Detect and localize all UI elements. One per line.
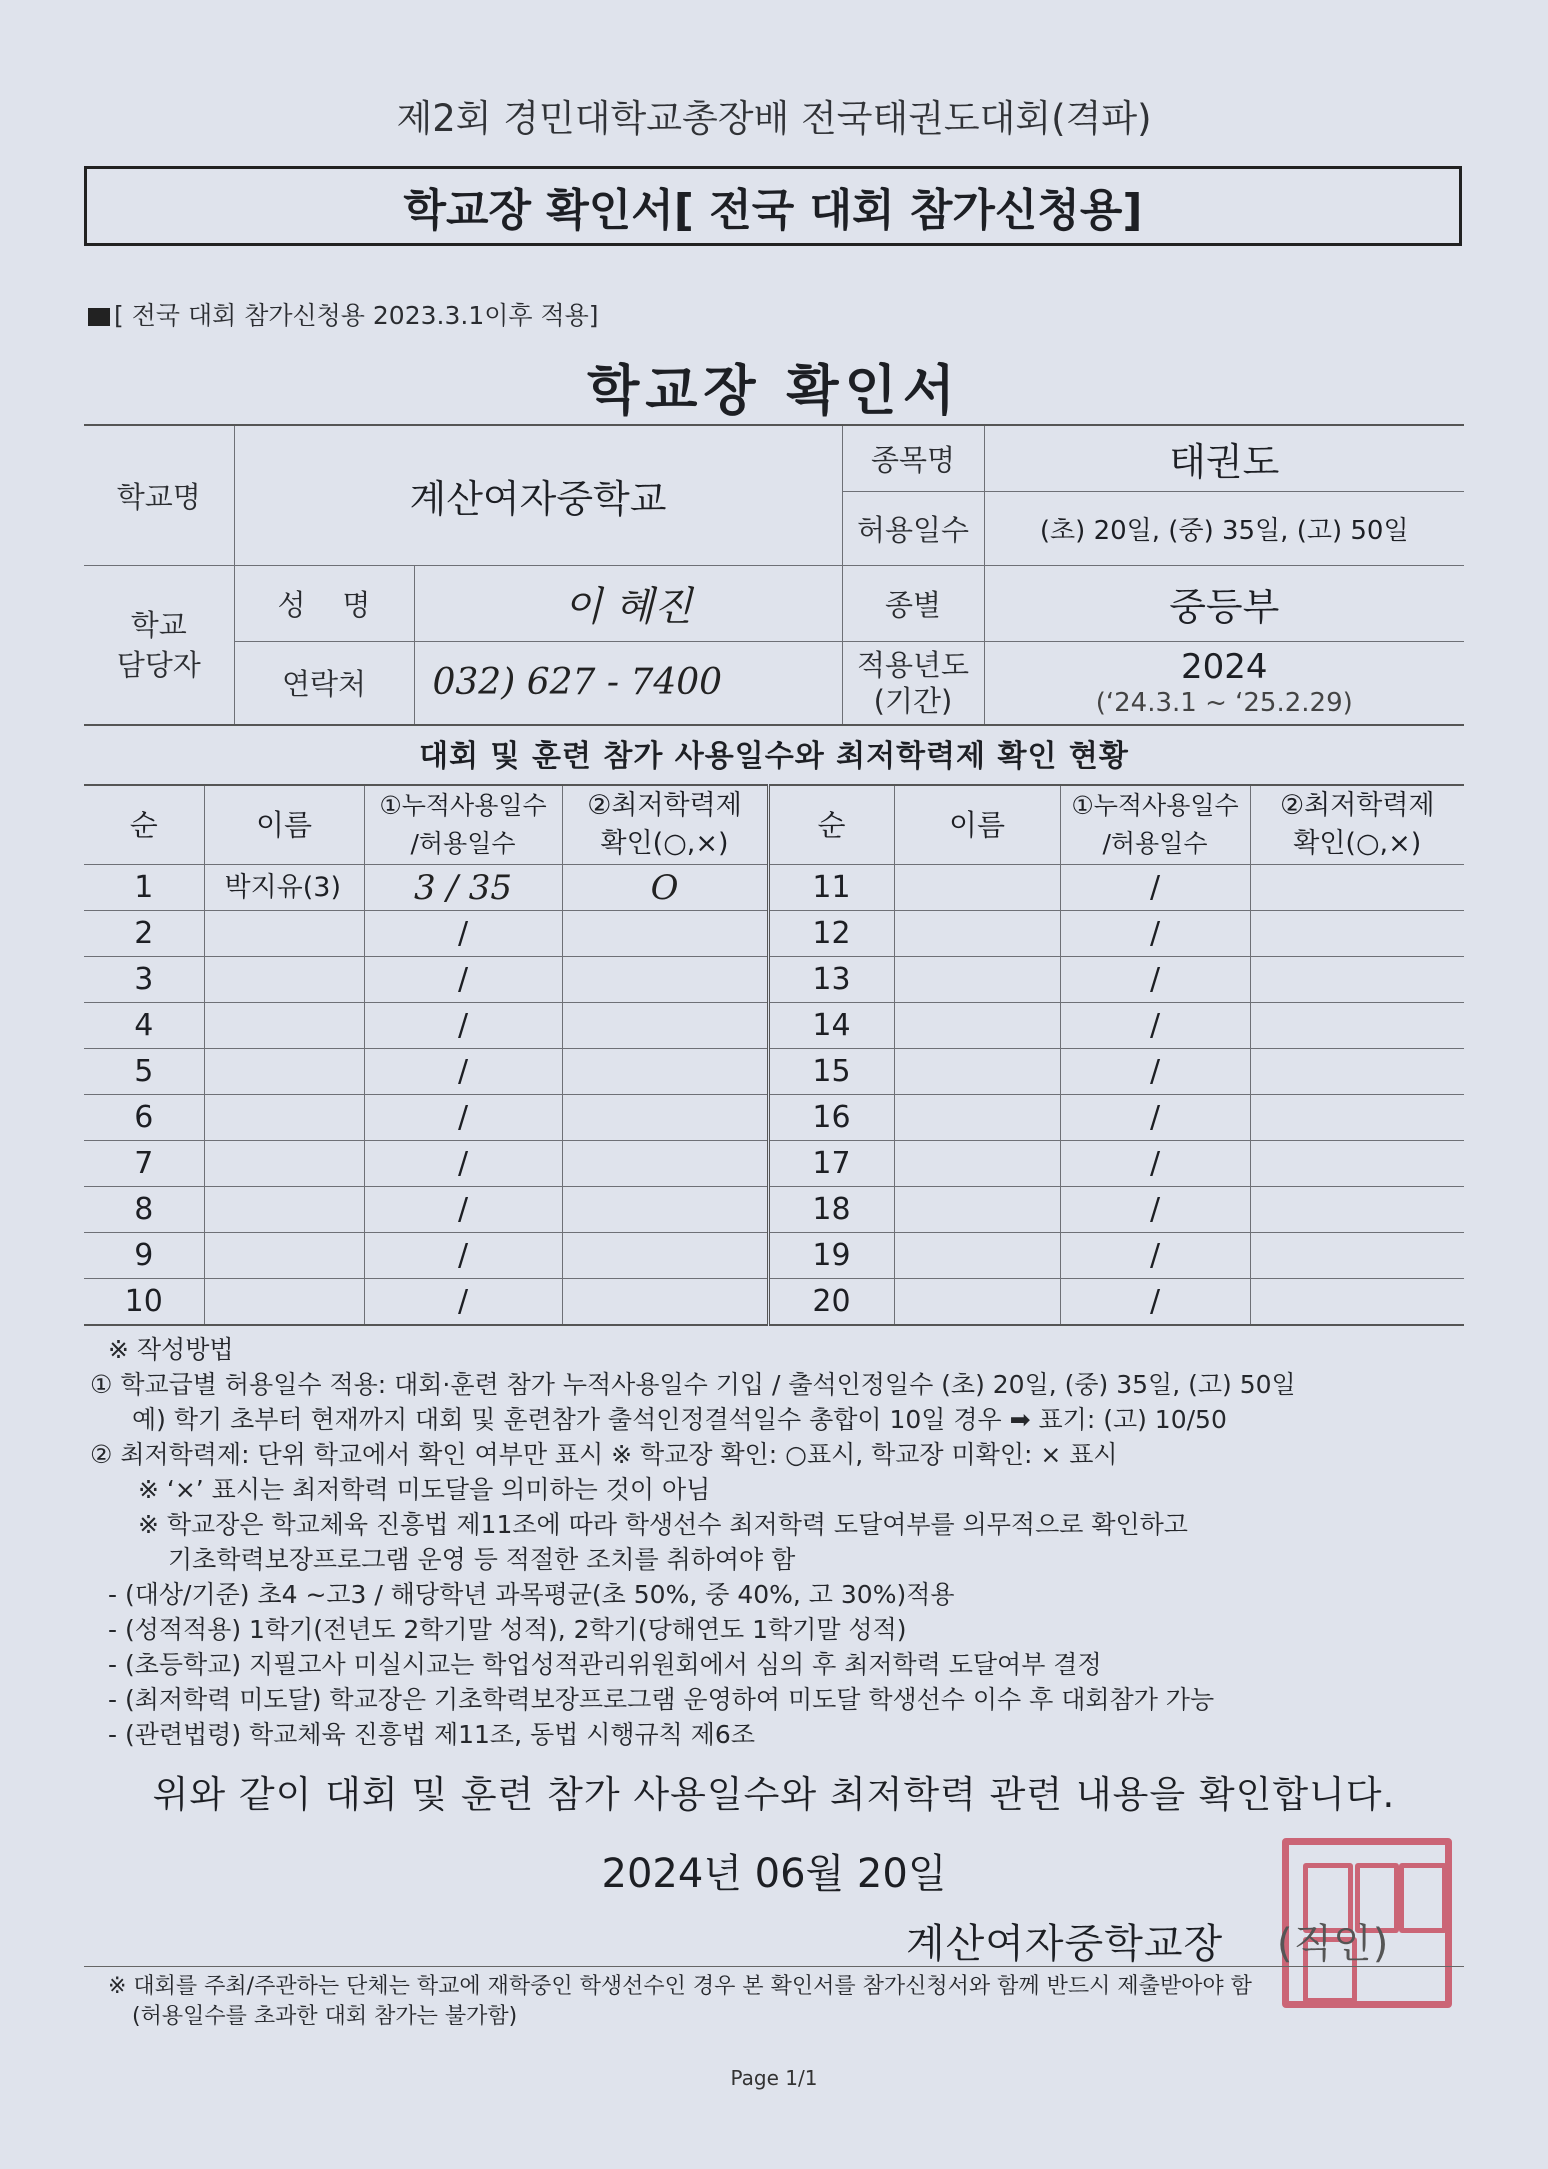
principal-title: 계산여자중학교장	[906, 1921, 1224, 1967]
row-academic-check	[562, 1233, 768, 1279]
sport-label: 종목명	[842, 425, 984, 491]
seal-label: (직인)	[1276, 1921, 1390, 1967]
principal-signature-line	[906, 1912, 1389, 1969]
row-days: /	[364, 957, 562, 1003]
row-name	[204, 1095, 364, 1141]
row-number: 20	[768, 1279, 894, 1326]
year-label: 적용년도 (기간)	[842, 641, 984, 725]
row-number: 18	[768, 1187, 894, 1233]
row-number: 10	[84, 1279, 204, 1326]
row-academic-check	[1250, 1095, 1464, 1141]
footer-line: ※ 대회를 주최/주관하는 단체는 학교에 재학중인 학생선수인 경우 본 확인서를 참가신청서와 함께 반드시 제출받아야 함	[108, 1974, 1252, 1999]
row-number: 15	[768, 1049, 894, 1095]
footer-divider	[84, 1966, 1464, 1967]
row-name	[894, 865, 1060, 911]
boxed-form-title: 학교장 확인서[ 전국 대회 참가신청용]	[84, 166, 1462, 246]
row-name	[204, 1141, 364, 1187]
instructions-heading: ※ 작성방법	[108, 1335, 234, 1364]
table-row	[84, 865, 1464, 911]
header-days: ①누적사용일수 /허용일수	[364, 785, 562, 865]
footer-note	[108, 1972, 1468, 2032]
row-academic-check	[562, 1095, 768, 1141]
row-number: 8	[84, 1187, 204, 1233]
allowed-days-label: 허용일수	[842, 491, 984, 565]
row-number: 2	[84, 911, 204, 957]
instruction-line: - (관련법령) 학교체육 진흥법 제11조, 동법 시행규칙 제6조	[108, 1720, 755, 1749]
row-academic-check	[1250, 1141, 1464, 1187]
row-name	[894, 957, 1060, 1003]
participants-rows	[84, 865, 1464, 1326]
row-name	[894, 1279, 1060, 1326]
form-note	[88, 296, 599, 332]
row-days: /	[1060, 1095, 1250, 1141]
header-days: ①누적사용일수 /허용일수	[1060, 785, 1250, 865]
table-row	[84, 1003, 1464, 1049]
row-number: 16	[768, 1095, 894, 1141]
instruction-line: 기초학력보장프로그램 운영 등 적절한 조치를 취하여야 함	[168, 1545, 796, 1574]
row-academic-check: O	[562, 865, 768, 911]
row-number: 5	[84, 1049, 204, 1095]
instruction-line: - (초등학교) 지필고사 미실시교는 학업성적관리위원회에서 심의 후 최저학력 도달여부 결정	[108, 1650, 1102, 1679]
sport-value: 태권도	[984, 425, 1464, 491]
row-name	[894, 1233, 1060, 1279]
row-name: 박지유(3)	[204, 865, 364, 911]
instruction-line: - (성적적용) 1학기(전년도 2학기말 성적), 2학기(당해연도 1학기말 성적)	[108, 1615, 907, 1644]
table-row	[84, 1095, 1464, 1141]
table-row	[84, 1279, 1464, 1326]
header-name: 이름	[894, 785, 1060, 865]
row-academic-check	[1250, 1003, 1464, 1049]
instruction-line: - (대상/기준) 초4 ~고3 / 해당학년 과목평균(초 50%, 중 40%, 고 30%)적용	[108, 1580, 955, 1609]
contact-phone-handwritten: 032) 627 - 7400	[414, 641, 842, 725]
row-academic-check	[562, 1141, 768, 1187]
header-academic: ②최저학력제 확인(○,×)	[1250, 785, 1464, 865]
table-row	[84, 1141, 1464, 1187]
issue-date: 2024년 06월 20일	[601, 1851, 947, 1897]
row-days: /	[364, 1187, 562, 1233]
confirmation-statement: 위와 같이 대회 및 훈련 참가 사용일수와 최저학력 관련 내용을 확인합니다.	[152, 1773, 1396, 1816]
row-number: 19	[768, 1233, 894, 1279]
row-days: /	[364, 1095, 562, 1141]
row-academic-check	[1250, 957, 1464, 1003]
row-academic-check	[562, 1049, 768, 1095]
table-row	[84, 1187, 1464, 1233]
row-days: /	[1060, 911, 1250, 957]
row-academic-check	[562, 1279, 768, 1326]
school-name-value: 계산여자중학교	[234, 425, 842, 565]
row-academic-check	[562, 957, 768, 1003]
row-days: /	[364, 1233, 562, 1279]
row-number: 14	[768, 1003, 894, 1049]
row-days: /	[364, 1279, 562, 1326]
row-academic-check	[1250, 1187, 1464, 1233]
row-name	[204, 911, 364, 957]
square-bullet-icon	[88, 308, 110, 326]
row-number: 4	[84, 1003, 204, 1049]
row-name	[204, 1003, 364, 1049]
table-row	[84, 1233, 1464, 1279]
division-value: 중등부	[984, 565, 1464, 641]
row-days: /	[1060, 1233, 1250, 1279]
table-row	[84, 911, 1464, 957]
instruction-line: ※ ‘×’ 표시는 최저학력 미도달을 의미하는 것이 아님	[138, 1475, 711, 1504]
table-row	[84, 1049, 1464, 1095]
header-no: 순	[84, 785, 204, 865]
page-number: Page 1/1	[730, 2066, 818, 2090]
header-academic: ②최저학력제 확인(○,×)	[562, 785, 768, 865]
contact-person-label: 학교 담당자	[84, 565, 234, 725]
header-name: 이름	[204, 785, 364, 865]
row-number: 6	[84, 1095, 204, 1141]
row-academic-check	[562, 1187, 768, 1233]
row-days: /	[1060, 1279, 1250, 1326]
phone-label: 연락처	[234, 641, 414, 725]
row-name	[894, 1187, 1060, 1233]
instruction-line: ② 최저학력제: 단위 학교에서 확인 여부만 표시 ※ 학교장 확인: ○표시, 학교장 미확인: × 표시	[90, 1440, 1118, 1469]
row-name	[894, 1049, 1060, 1095]
row-name	[894, 1095, 1060, 1141]
row-academic-check	[1250, 1233, 1464, 1279]
row-number: 1	[84, 865, 204, 911]
row-days: /	[364, 1049, 562, 1095]
year-value: 2024	[1180, 646, 1268, 687]
instructions	[90, 1332, 1470, 1752]
row-name	[204, 957, 364, 1003]
row-days: /	[1060, 865, 1250, 911]
row-days: /	[1060, 1049, 1250, 1095]
row-days: /	[1060, 1187, 1250, 1233]
row-name	[894, 1003, 1060, 1049]
header-no: 순	[768, 785, 894, 865]
row-number: 13	[768, 957, 894, 1003]
row-days: /	[364, 1003, 562, 1049]
row-academic-check	[1250, 911, 1464, 957]
row-name	[204, 1279, 364, 1326]
row-number: 12	[768, 911, 894, 957]
row-name	[204, 1187, 364, 1233]
row-academic-check	[1250, 1049, 1464, 1095]
row-days: /	[364, 1141, 562, 1187]
footer-line: (허용일수를 초과한 대회 참가는 불가함)	[132, 2004, 518, 2029]
row-academic-check	[562, 911, 768, 957]
row-number: 7	[84, 1141, 204, 1187]
form-note-text: [ 전국 대회 참가신청용 2023.3.1이후 적용]	[114, 301, 599, 330]
instruction-line: ※ 학교장은 학교체육 진흥법 제11조에 따라 학생선수 최저학력 도달여부를 의무적으로 확인하고	[138, 1510, 1188, 1539]
section-title: 대회 및 훈련 참가 사용일수와 최저학력제 확인 현황	[419, 739, 1129, 774]
row-academic-check	[562, 1003, 768, 1049]
year-period: (‘24.3.1 ~ ‘25.2.29)	[1095, 687, 1353, 718]
row-days: 3 / 35	[364, 865, 562, 911]
instruction-line: - (최저학력 미도달) 학교장은 기초학력보장프로그램 운영하여 미도달 학생선수 이수 후 대회참가 가능	[108, 1685, 1215, 1714]
row-number: 17	[768, 1141, 894, 1187]
row-number: 3	[84, 957, 204, 1003]
row-days: /	[1060, 957, 1250, 1003]
row-name	[894, 1141, 1060, 1187]
division-label: 종별	[842, 565, 984, 641]
row-name	[894, 911, 1060, 957]
school-name-label: 학교명	[84, 425, 234, 565]
event-title: 제2회 경민대학교총장배 전국태권도대회(격파)	[396, 97, 1152, 140]
row-days: /	[1060, 1141, 1250, 1187]
row-academic-check	[1250, 1279, 1464, 1326]
row-number: 9	[84, 1233, 204, 1279]
instruction-line: 예) 학기 초부터 현재까지 대회 및 훈련참가 출석인정결석일수 총합이 10일 경우 ➡ 표기: (고) 10/50	[132, 1405, 1227, 1434]
instruction-line: ① 학교급별 허용일수 적용: 대회·훈련 참가 누적사용일수 기입 / 출석인정일수 (초) 20일, (중) 35일, (고) 50일	[90, 1370, 1296, 1399]
row-days: /	[1060, 1003, 1250, 1049]
name-label: 성 명	[234, 565, 414, 641]
allowed-days-value: (초) 20일, (중) 35일, (고) 50일	[984, 491, 1464, 565]
year-cell	[984, 641, 1464, 725]
table-row	[84, 957, 1464, 1003]
info-table	[84, 424, 1464, 726]
participants-table	[84, 784, 1464, 1326]
contact-name-handwritten: 이 혜진	[414, 565, 842, 641]
row-name	[204, 1049, 364, 1095]
document-title: 학교장 확인서	[587, 359, 961, 422]
row-academic-check	[1250, 865, 1464, 911]
row-number: 11	[768, 865, 894, 911]
row-days: /	[364, 911, 562, 957]
row-name	[204, 1233, 364, 1279]
